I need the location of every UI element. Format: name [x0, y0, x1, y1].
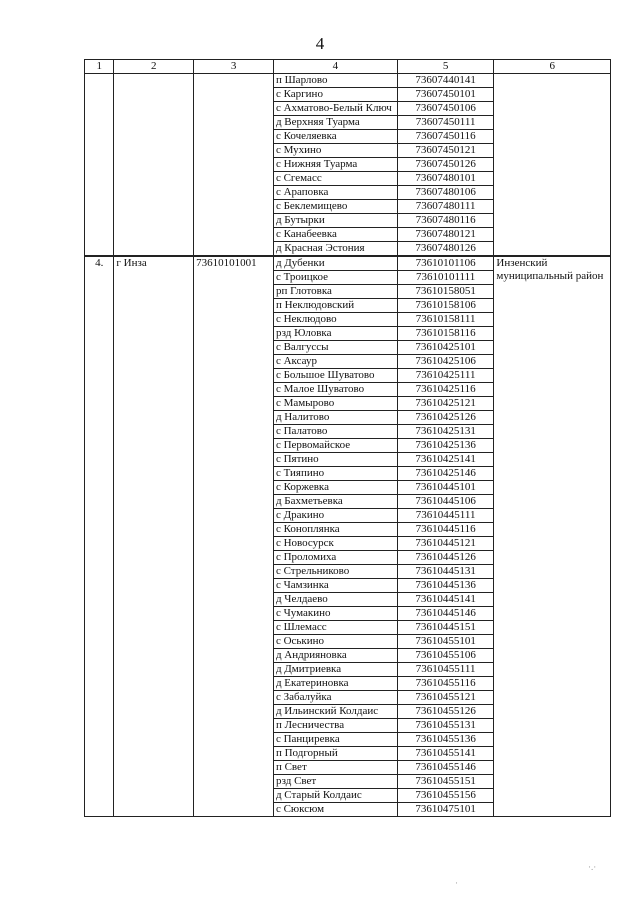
- row-number-cell: 4.: [85, 256, 114, 817]
- scan-speck: ·: [455, 878, 458, 888]
- settlement-name-cell: п Свет: [273, 761, 397, 775]
- settlement-code-cell: 73607450116: [397, 130, 494, 144]
- district-cell: [494, 74, 611, 257]
- settlement-name-cell: с Араповка: [273, 186, 397, 200]
- row-number-cell: [85, 74, 114, 257]
- settlement-code-cell: 73607450106: [397, 102, 494, 116]
- settlement-code-cell: 73610455111: [397, 663, 494, 677]
- locality-code-cell: 73610101001: [194, 256, 274, 817]
- settlement-code-cell: 73610425131: [397, 425, 494, 439]
- settlement-code-cell: 73610475101: [397, 803, 494, 817]
- settlement-name-cell: с Большое Шуватово: [273, 369, 397, 383]
- settlement-name-cell: с Коржевка: [273, 481, 397, 495]
- settlement-code-cell: 73610445146: [397, 607, 494, 621]
- table-body: [85, 60, 611, 817]
- header-cell: 5: [397, 60, 494, 74]
- settlement-code-cell: 73607450101: [397, 88, 494, 102]
- settlement-name-cell: с Ахматово-Белый Ключ: [273, 102, 397, 116]
- settlement-name-cell: с Кочеляевка: [273, 130, 397, 144]
- settlement-code-cell: 73610455156: [397, 789, 494, 803]
- settlement-code-cell: 73610445121: [397, 537, 494, 551]
- settlement-code-cell: 73610425126: [397, 411, 494, 425]
- settlement-code-cell: 73610425121: [397, 397, 494, 411]
- settlement-name-cell: п Неклюдовский: [273, 299, 397, 313]
- settlement-code-cell: 73610158106: [397, 299, 494, 313]
- settlement-name-cell: с Мухино: [273, 144, 397, 158]
- settlement-code-cell: 73610445131: [397, 565, 494, 579]
- settlement-code-cell: 73610445116: [397, 523, 494, 537]
- header-cell: 3: [194, 60, 274, 74]
- header-cell: 2: [114, 60, 194, 74]
- settlement-name-cell: д Верхняя Туарма: [273, 116, 397, 130]
- settlement-name-cell: д Дмитриевка: [273, 663, 397, 677]
- settlement-name-cell: с Первомайское: [273, 439, 397, 453]
- settlement-code-cell: 73607480126: [397, 242, 494, 257]
- settlement-code-cell: 73607480111: [397, 200, 494, 214]
- header-cell: 6: [494, 60, 611, 74]
- settlement-name-cell: д Челдаево: [273, 593, 397, 607]
- settlement-name-cell: с Новосурск: [273, 537, 397, 551]
- settlement-code-cell: 73610455136: [397, 733, 494, 747]
- settlement-code-cell: 73610425141: [397, 453, 494, 467]
- settlement-code-cell: 73610455116: [397, 677, 494, 691]
- settlement-name-cell: с Сгемасс: [273, 172, 397, 186]
- settlement-code-cell: 73610445136: [397, 579, 494, 593]
- settlement-code-cell: 73607440141: [397, 74, 494, 88]
- header-row: [85, 60, 611, 74]
- settlement-code-cell: 73610445141: [397, 593, 494, 607]
- settlement-code-cell: 73610425111: [397, 369, 494, 383]
- settlement-name-cell: с Валгуссы: [273, 341, 397, 355]
- header-cell: 4: [273, 60, 397, 74]
- settlement-code-cell: 73607450126: [397, 158, 494, 172]
- settlement-code-cell: 73610455126: [397, 705, 494, 719]
- settlement-name-cell: рп Глотовка: [273, 285, 397, 299]
- settlement-name-cell: с Стрельниково: [273, 565, 397, 579]
- settlement-code-cell: 73610445101: [397, 481, 494, 495]
- settlement-name-cell: с Беклемищево: [273, 200, 397, 214]
- settlement-code-cell: 73610425146: [397, 467, 494, 481]
- settlement-name-cell: с Мамырово: [273, 397, 397, 411]
- settlement-name-cell: д Бахметьевка: [273, 495, 397, 509]
- settlement-code-cell: 73610158116: [397, 327, 494, 341]
- settlement-code-cell: 73610425136: [397, 439, 494, 453]
- header-cell: 1: [85, 60, 114, 74]
- settlement-code-cell: 73610425116: [397, 383, 494, 397]
- page-number: 4: [315, 34, 325, 53]
- settlement-code-cell: 73607480116: [397, 214, 494, 228]
- settlement-name-cell: с Каргино: [273, 88, 397, 102]
- settlement-name-cell: п Лесничества: [273, 719, 397, 733]
- settlement-name-cell: с Нижняя Туарма: [273, 158, 397, 172]
- scan-speck: ·.·: [588, 862, 597, 872]
- settlement-code-cell: 73610455151: [397, 775, 494, 789]
- settlement-name-cell: с Коноплянка: [273, 523, 397, 537]
- settlement-code-cell: 73610445126: [397, 551, 494, 565]
- settlement-name-cell: с Шлемасс: [273, 621, 397, 635]
- settlement-code-cell: 73610158111: [397, 313, 494, 327]
- settlement-name-cell: с Троицкое: [273, 271, 397, 285]
- settlement-code-cell: 73610455141: [397, 747, 494, 761]
- settlement-code-cell: 73607450111: [397, 116, 494, 130]
- settlement-code-cell: 73610455106: [397, 649, 494, 663]
- settlement-name-cell: с Неклюдово: [273, 313, 397, 327]
- settlement-name-cell: с Дракино: [273, 509, 397, 523]
- table-row: [85, 74, 611, 88]
- settlement-code-cell: 73607480121: [397, 228, 494, 242]
- settlement-code-cell: 73610455146: [397, 761, 494, 775]
- settlement-name-cell: д Екатериновка: [273, 677, 397, 691]
- settlement-code-cell: 73610445151: [397, 621, 494, 635]
- settlement-name-cell: с Сюксюм: [273, 803, 397, 817]
- locality-code-cell: [194, 74, 274, 257]
- settlement-code-cell: 73607480106: [397, 186, 494, 200]
- locality-name-cell: [114, 74, 194, 257]
- settlement-name-cell: с Пятино: [273, 453, 397, 467]
- settlement-name-cell: п Подгорный: [273, 747, 397, 761]
- settlement-code-cell: 73610425101: [397, 341, 494, 355]
- settlement-code-cell: 73607450121: [397, 144, 494, 158]
- settlement-name-cell: рзд Юловка: [273, 327, 397, 341]
- settlement-name-cell: с Аксаур: [273, 355, 397, 369]
- settlement-name-cell: с Малое Шуватово: [273, 383, 397, 397]
- settlement-name-cell: с Тияпино: [273, 467, 397, 481]
- settlement-name-cell: с Забалуйка: [273, 691, 397, 705]
- settlements-table: [84, 59, 611, 817]
- settlement-name-cell: с Проломиха: [273, 551, 397, 565]
- settlement-code-cell: 73607480101: [397, 172, 494, 186]
- settlement-name-cell: с Канабеевка: [273, 228, 397, 242]
- settlement-code-cell: 73610101111: [397, 271, 494, 285]
- settlement-name-cell: с Чамзинка: [273, 579, 397, 593]
- settlement-code-cell: 73610425106: [397, 355, 494, 369]
- settlement-code-cell: 73610455131: [397, 719, 494, 733]
- settlement-name-cell: д Андрияновка: [273, 649, 397, 663]
- settlement-name-cell: с Чумакино: [273, 607, 397, 621]
- settlement-name-cell: с Палатово: [273, 425, 397, 439]
- settlement-name-cell: д Бутырки: [273, 214, 397, 228]
- settlement-name-cell: д Налитово: [273, 411, 397, 425]
- table-row: [85, 256, 611, 271]
- settlement-name-cell: с Оськино: [273, 635, 397, 649]
- settlement-code-cell: 73610445106: [397, 495, 494, 509]
- settlement-code-cell: 73610101106: [397, 256, 494, 271]
- district-cell: Инзенский муниципальный район: [494, 256, 611, 817]
- settlement-name-cell: д Красная Эстония: [273, 242, 397, 257]
- settlement-name-cell: д Дубенки: [273, 256, 397, 271]
- locality-name-cell: г Инза: [114, 256, 194, 817]
- settlement-code-cell: 73610455121: [397, 691, 494, 705]
- settlement-code-cell: 73610158051: [397, 285, 494, 299]
- settlement-name-cell: п Шарлово: [273, 74, 397, 88]
- settlement-name-cell: рзд Свет: [273, 775, 397, 789]
- settlement-code-cell: 73610445111: [397, 509, 494, 523]
- settlement-code-cell: 73610455101: [397, 635, 494, 649]
- settlement-name-cell: д Ильинский Колдаис: [273, 705, 397, 719]
- settlement-name-cell: д Старый Колдаис: [273, 789, 397, 803]
- settlement-name-cell: с Панциревка: [273, 733, 397, 747]
